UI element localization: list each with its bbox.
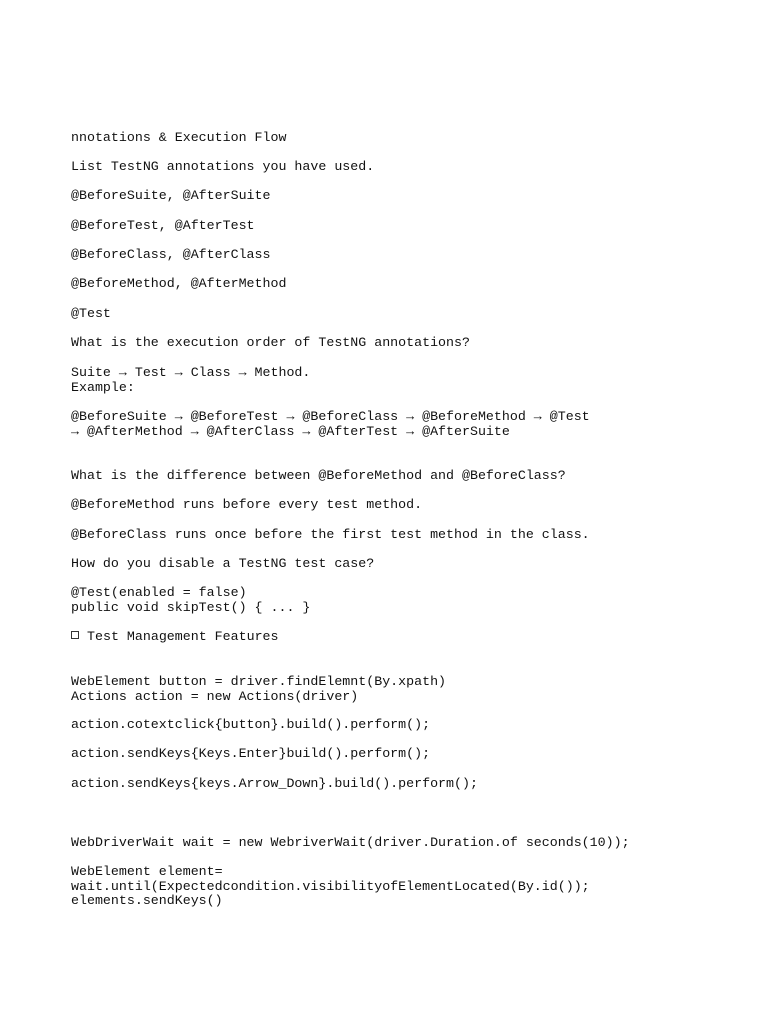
code-line: WebElement button = driver.findElemnt(By.xpath): [71, 674, 447, 689]
annotation-item: @BeforeTest, @AfterTest: [71, 218, 255, 233]
section-title: Test Management Features: [87, 629, 279, 644]
answer-line: @BeforeClass runs once before the first test method in the class.: [71, 527, 590, 542]
code-line: action.cotextclick{button}.build().perform();: [71, 717, 431, 732]
code-line: public void skipTest() { ... }: [71, 600, 311, 615]
section-heading: nnotations & Execution Flow: [71, 130, 287, 145]
code-line: WebDriverWait wait = new WebriverWait(driver.Duration.of seconds(10));: [71, 835, 630, 850]
question-execution-order: What is the execution order of TestNG annotations?: [71, 335, 470, 350]
code-line: elements.sendKeys(): [71, 893, 223, 908]
annotation-item: @Test: [71, 306, 111, 321]
example-label: Example:: [71, 380, 135, 395]
code-line: WebElement element=: [71, 864, 223, 879]
answer-line: @BeforeMethod runs before every test method.: [71, 497, 423, 512]
code-line: wait.until(Expectedcondition.visibilityofElementLocated(By.id());: [71, 879, 590, 894]
code-line: action.sendKeys{Keys.Enter}build().perform();: [71, 746, 431, 761]
section-title-row: [71, 629, 279, 645]
code-line: @Test(enabled = false): [71, 585, 247, 600]
code-line: Actions action = new Actions(driver): [71, 689, 359, 704]
checkbox-bullet-icon: [71, 631, 79, 639]
annotation-item: @BeforeMethod, @AfterMethod: [71, 276, 287, 291]
annotation-item: @BeforeSuite, @AfterSuite: [71, 188, 271, 203]
question-disable: How do you disable a TestNG test case?: [71, 556, 375, 571]
code-line: action.sendKeys{keys.Arrow_Down}.build().perform();: [71, 776, 478, 791]
example-line: @BeforeSuite → @BeforeTest → @BeforeClass → @BeforeMethod → @Test: [71, 409, 590, 424]
example-line: → @AfterMethod → @AfterClass → @AfterTest → @AfterSuite: [71, 424, 510, 439]
question-difference: What is the difference between @BeforeMethod and @BeforeClass?: [71, 468, 566, 483]
execution-order-text: Suite → Test → Class → Method.: [71, 365, 311, 380]
question-annotations: List TestNG annotations you have used.: [71, 159, 375, 174]
document-page: [71, 0, 751, 1024]
annotation-item: @BeforeClass, @AfterClass: [71, 247, 271, 262]
